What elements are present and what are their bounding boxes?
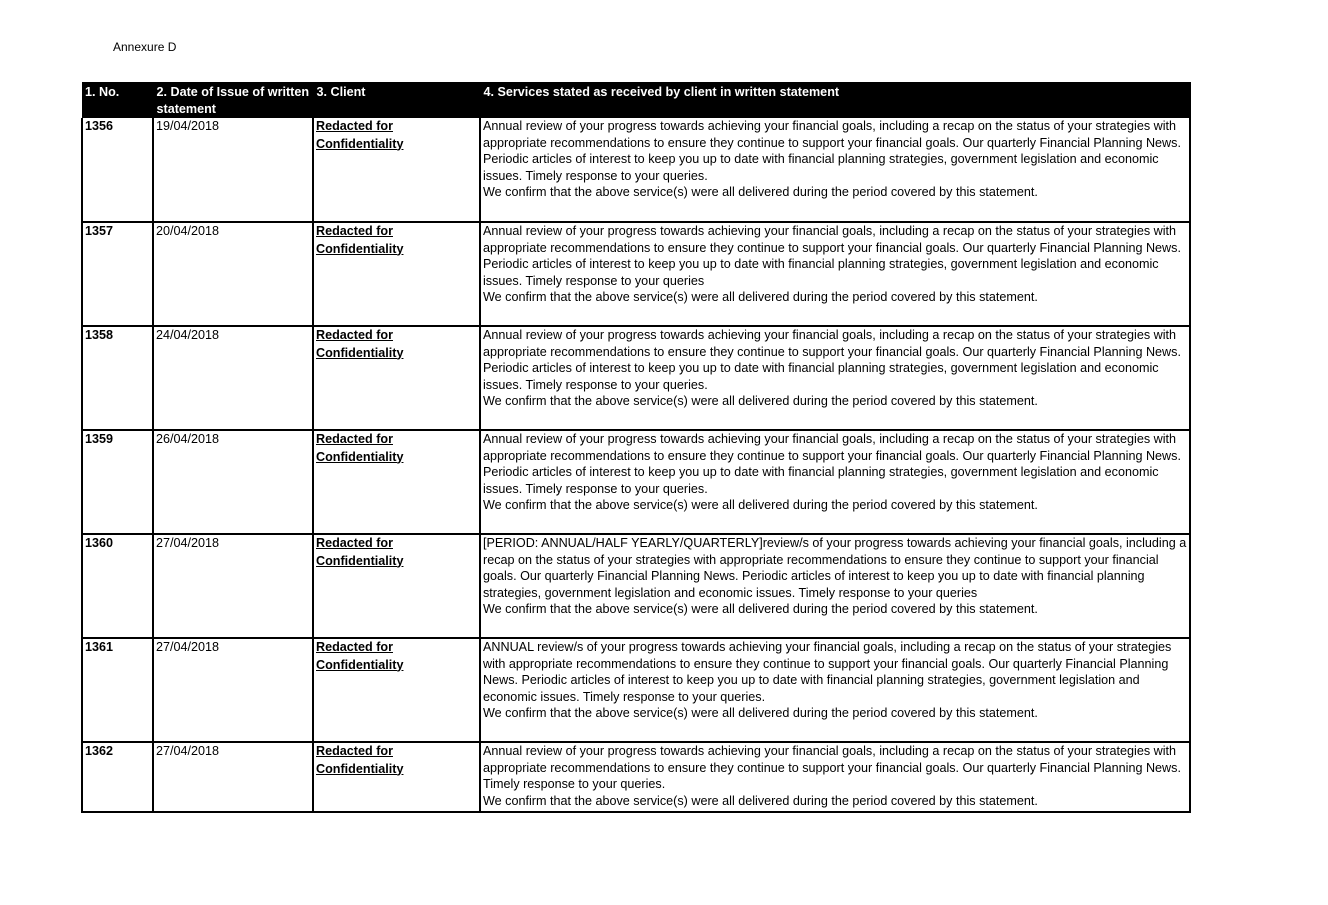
row-services: ANNUAL review/s of your progress towards achieving your financial goals, including a recap on the status of your strategies with appropriate recommendations to ensure they continue to support your financial goals. Our quarterly Financial Planning News. Periodic articles of interest to keep you up to date with financial planning strategies, government legislation and economic issues. Timely response to your queries. We confirm that the above service(s) were all delivered during the period covered by this statement.	[480, 638, 1190, 742]
row-date: 27/04/2018	[153, 638, 313, 742]
table-header-row	[82, 82, 1190, 118]
row-services: Annual review of your progress towards achieving your financial goals, including a recap on the status of your strategies with appropriate recommendations to ensure they continue to support your financial goals. Our quarterly Financial Planning News. Periodic articles of interest to keep you up to date with financial planning strategies, government legislation and economic issues. Timely response to your queries We confirm that the above service(s) were all delivered during the period covered by this statement.	[480, 222, 1190, 326]
row-client	[313, 534, 480, 638]
row-number: 1356	[82, 118, 153, 222]
table-row	[82, 742, 1190, 812]
client-line-1: Redacted for	[316, 328, 393, 342]
client-line-2: Confidentiality	[316, 345, 404, 360]
row-services: [PERIOD: ANNUAL/HALF YEARLY/QUARTERLY]review/s of your progress towards achieving your financial goals, including a recap on the status of your strategies with appropriate recommendations to ensure they continue to support your financial goals. Our quarterly Financial Planning News. Periodic articles of interest to keep you up to date with financial planning strategies, government legislation and economic issues. Timely response to your queries We confirm that the above service(s) were all delivered during the period covered by this statement.	[480, 534, 1190, 638]
annexure-label: Annexure D	[113, 40, 177, 54]
client-line-2: Confidentiality	[316, 241, 404, 256]
row-services: Annual review of your progress towards achieving your financial goals, including a recap on the status of your strategies with appropriate recommendations to ensure they continue to support your financial goals. Our quarterly Financial Planning News. Periodic articles of interest to keep you up to date with financial planning strategies, government legislation and economic issues. Timely response to your queries. We confirm that the above service(s) were all delivered during the period covered by this statement.	[480, 430, 1190, 534]
row-date: 24/04/2018	[153, 326, 313, 430]
row-services: Annual review of your progress towards achieving your financial goals, including a recap on the status of your strategies with appropriate recommendations to ensure they continue to support your financial goals. Our quarterly Financial Planning News. Periodic articles of interest to keep you up to date with financial planning strategies, government legislation and economic issues. Timely response to your queries. We confirm that the above service(s) were all delivered during the period covered by this statement.	[480, 326, 1190, 430]
row-number: 1361	[82, 638, 153, 742]
client-line-1: Redacted for	[316, 640, 393, 654]
header-services: 4. Services stated as received by client in written statement	[480, 82, 1190, 118]
row-services: Annual review of your progress towards achieving your financial goals, including a recap on the status of your strategies with appropriate recommendations to ensure they continue to support your financial goals. Our quarterly Financial Planning News. Periodic articles of interest to keep you up to date with financial planning strategies, government legislation and economic issues. Timely response to your queries. We confirm that the above service(s) were all delivered during the period covered by this statement.	[480, 118, 1190, 222]
row-client	[313, 638, 480, 742]
client-line-2: Confidentiality	[316, 449, 404, 464]
row-client	[313, 222, 480, 326]
row-client	[313, 326, 480, 430]
header-no: 1. No.	[82, 82, 153, 118]
client-line-2: Confidentiality	[316, 553, 404, 568]
client-line-1: Redacted for	[316, 224, 393, 238]
row-date: 27/04/2018	[153, 534, 313, 638]
row-number: 1357	[82, 222, 153, 326]
table-row	[82, 534, 1190, 638]
row-services: Annual review of your progress towards achieving your financial goals, including a recap on the status of your strategies with appropriate recommendations to ensure they continue to support your financial goals. Our quarterly Financial Planning News. Timely response to your queries. We confirm that the above service(s) were all delivered during the period covered by this statement.	[480, 742, 1190, 812]
client-line-2: Confidentiality	[316, 136, 404, 151]
row-number: 1360	[82, 534, 153, 638]
row-number: 1362	[82, 742, 153, 812]
client-line-1: Redacted for	[316, 119, 393, 133]
header-date: 2. Date of Issue of written statement	[153, 82, 313, 118]
row-date: 26/04/2018	[153, 430, 313, 534]
client-line-2: Confidentiality	[316, 657, 404, 672]
row-client	[313, 118, 480, 222]
client-line-2: Confidentiality	[316, 761, 404, 776]
row-date: 19/04/2018	[153, 118, 313, 222]
row-number: 1358	[82, 326, 153, 430]
row-client	[313, 742, 480, 812]
row-client	[313, 430, 480, 534]
row-date: 27/04/2018	[153, 742, 313, 812]
row-date: 20/04/2018	[153, 222, 313, 326]
header-client: 3. Client	[313, 82, 480, 118]
table-row	[82, 118, 1190, 222]
client-line-1: Redacted for	[316, 744, 393, 758]
client-line-1: Redacted for	[316, 432, 393, 446]
table-row	[82, 638, 1190, 742]
table-row	[82, 430, 1190, 534]
table-row	[82, 326, 1190, 430]
client-line-1: Redacted for	[316, 536, 393, 550]
row-number: 1359	[82, 430, 153, 534]
written-statements-table	[81, 82, 1191, 813]
table-row	[82, 222, 1190, 326]
